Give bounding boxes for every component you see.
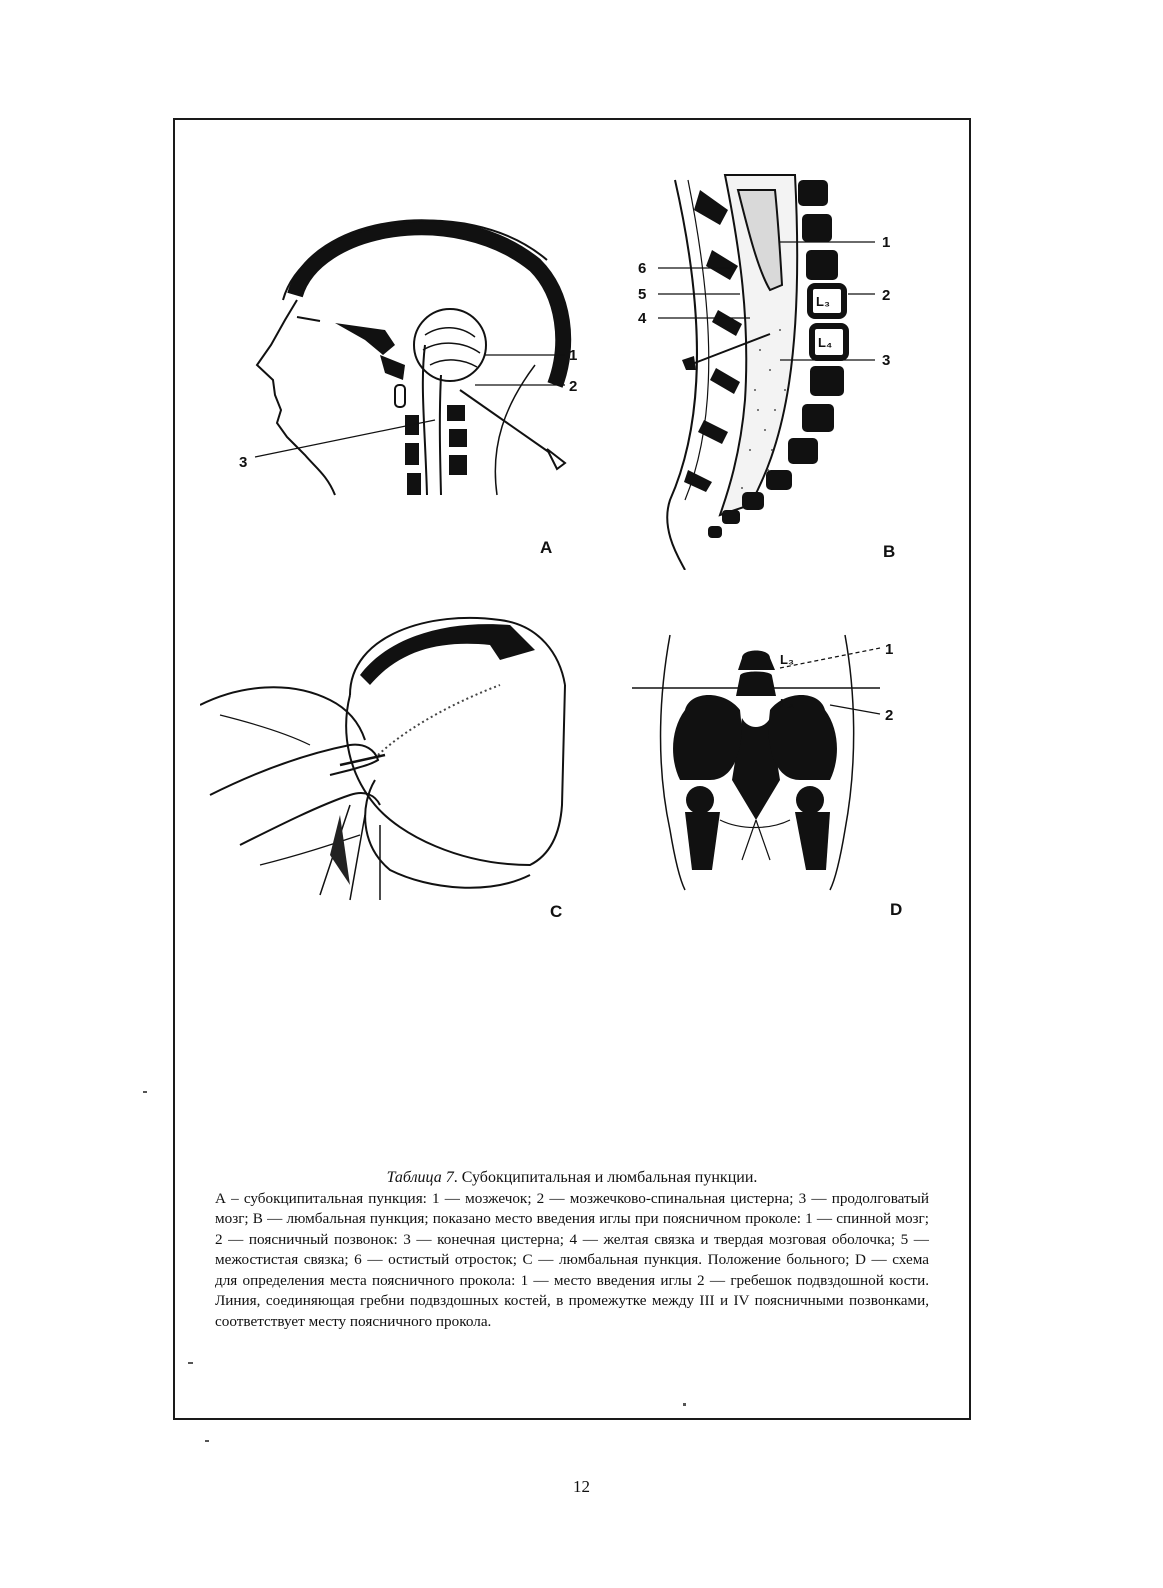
panel-b-vertebra-l3: L₃ [816,294,830,309]
panel-d-vertebra-l4: L₄ [780,696,795,711]
figure-caption [215,1168,929,1332]
panel-a-letter: A [540,538,553,557]
panel-a-label-2: 2 [569,378,578,395]
caption-title-text: . Субокципитальная и люмбальная пункции. [453,1169,758,1186]
caption-title-table-ref: Таблица 7 [386,1169,454,1186]
head-illustration [235,205,595,505]
lumbar-illustration [630,170,910,570]
panel-b-label-1: 1 [882,234,891,251]
caption-title [215,1168,929,1189]
scan-speck [143,1091,147,1093]
panel-b-label-3: 3 [882,352,891,369]
panel-a-label-1: 1 [569,347,578,364]
panel-b-vertebra-l4: L₄ [818,335,833,350]
patient-position-illustration [200,605,580,905]
panel-b-label-5: 5 [638,286,647,303]
panel-b-label-6: 6 [638,260,647,277]
panel-d-label-2: 2 [885,707,894,724]
scan-speck [205,1440,209,1442]
caption-body: А – субокципитальная пункция: 1 — мозжечок; 2 — мозжечково-спинальная цистерна; 3 — продолговатый мозг; В — люмбальная пункция; показано место введения иглы при поясничном проколе: 1 — спинной мозг; 2 — поясничный позвонок: 3 — конечная цистерна; 4 — желтая связка и твердая мозговая оболочка; 5 — межостистая связка; 6 — остистый отросток; С — люмбальная пункция. Положение больного; D — схема для определения места поясничного прокола: 1 — место введения иглы 2 — гребешок подвздошной кости. Линия, соединяющая гребни подвздошных костей, в промежутке между III и IV поясничными позвонками, соответствует месту поясничного прокола. [215,1189,929,1330]
panel-a-label-3: 3 [239,454,248,471]
scan-speck [683,1403,686,1406]
panel-d-letter: D [890,900,903,919]
panel-c-letter: C [550,902,563,921]
panel-b-letter: B [883,542,896,561]
scan-speck [188,1362,193,1364]
panel-b-lumbar-section [630,170,910,570]
panel-d-pelvis-scheme [630,630,910,895]
panel-d-label-1: 1 [885,641,894,658]
page-number: 12 [573,1477,590,1496]
panel-c-patient-position [200,605,580,905]
pelvis-illustration [630,630,910,895]
panel-b-label-4: 4 [638,310,647,327]
panel-d-vertebra-l3: L₃ [780,652,794,667]
panel-b-label-2: 2 [882,287,891,304]
panel-a-head-section [235,205,595,505]
